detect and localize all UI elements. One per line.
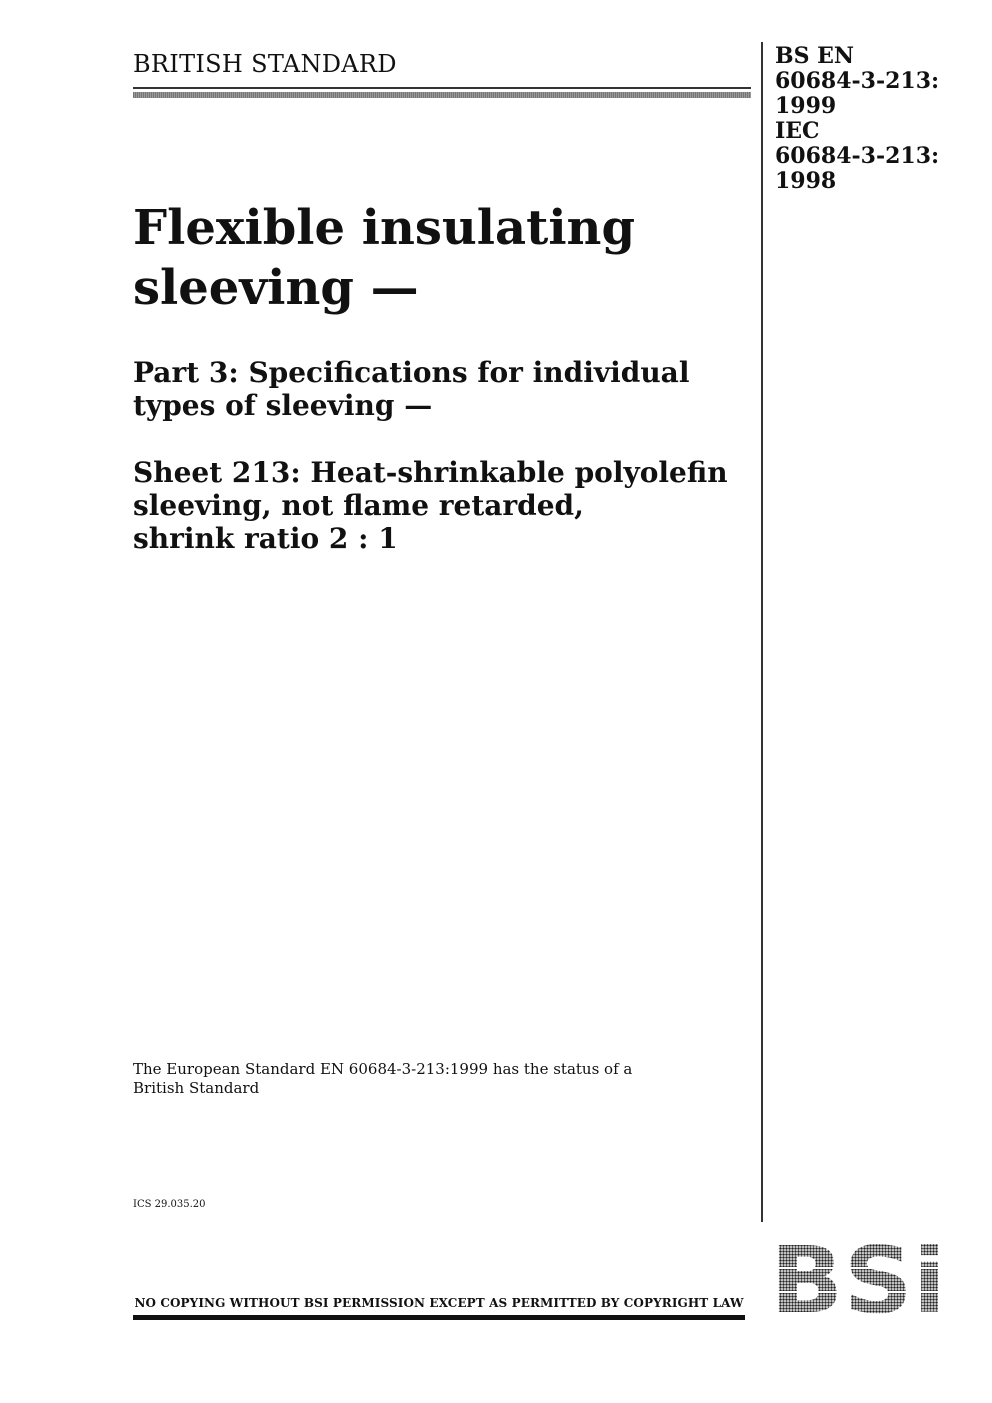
- bs-en-label: BS EN: [775, 43, 855, 69]
- copyright-notice: NO COPYING WITHOUT BSI PERMISSION EXCEPT AS PERMITTED BY COPYRIGHT LAW: [134, 1296, 744, 1310]
- part-line-2: types of sleeving —: [133, 389, 433, 422]
- bs-en-year: 1999: [775, 93, 837, 119]
- status-line-1: The European Standard EN 60684-3-213:1999 has the status of a: [133, 1060, 633, 1078]
- iec-number: 60684-3-213:: [775, 143, 940, 169]
- bsi-logo: [770, 1244, 946, 1316]
- sheet-subtitle: [133, 456, 753, 555]
- sheet-line-1: Sheet 213: Heat-shrinkable polyolefin: [133, 456, 728, 489]
- document-type-label: BRITISH STANDARD: [133, 50, 397, 78]
- iec-year: 1998: [775, 168, 837, 194]
- title-line-1: Flexible insulating: [133, 200, 636, 256]
- header-rule: [133, 87, 751, 89]
- part-subtitle: [133, 356, 753, 422]
- title-line-2: sleeving —: [133, 260, 419, 316]
- sheet-line-2: sleeving, not flame retarded,: [133, 489, 584, 522]
- status-statement: [133, 1060, 693, 1098]
- vertical-divider: [761, 42, 763, 1222]
- part-line-1: Part 3: Specifications for individual: [133, 356, 690, 389]
- bs-en-number: 60684-3-213:: [775, 68, 940, 94]
- standard-numbers: [775, 44, 939, 194]
- header-shaded-rule: [133, 92, 751, 98]
- document-title: [133, 198, 743, 318]
- status-line-2: British Standard: [133, 1079, 260, 1097]
- iec-label: IEC: [775, 118, 820, 144]
- ics-code: ICS 29.035.20: [133, 1199, 206, 1210]
- sheet-line-3: shrink ratio 2 : 1: [133, 522, 398, 555]
- footer-rule: [133, 1315, 745, 1320]
